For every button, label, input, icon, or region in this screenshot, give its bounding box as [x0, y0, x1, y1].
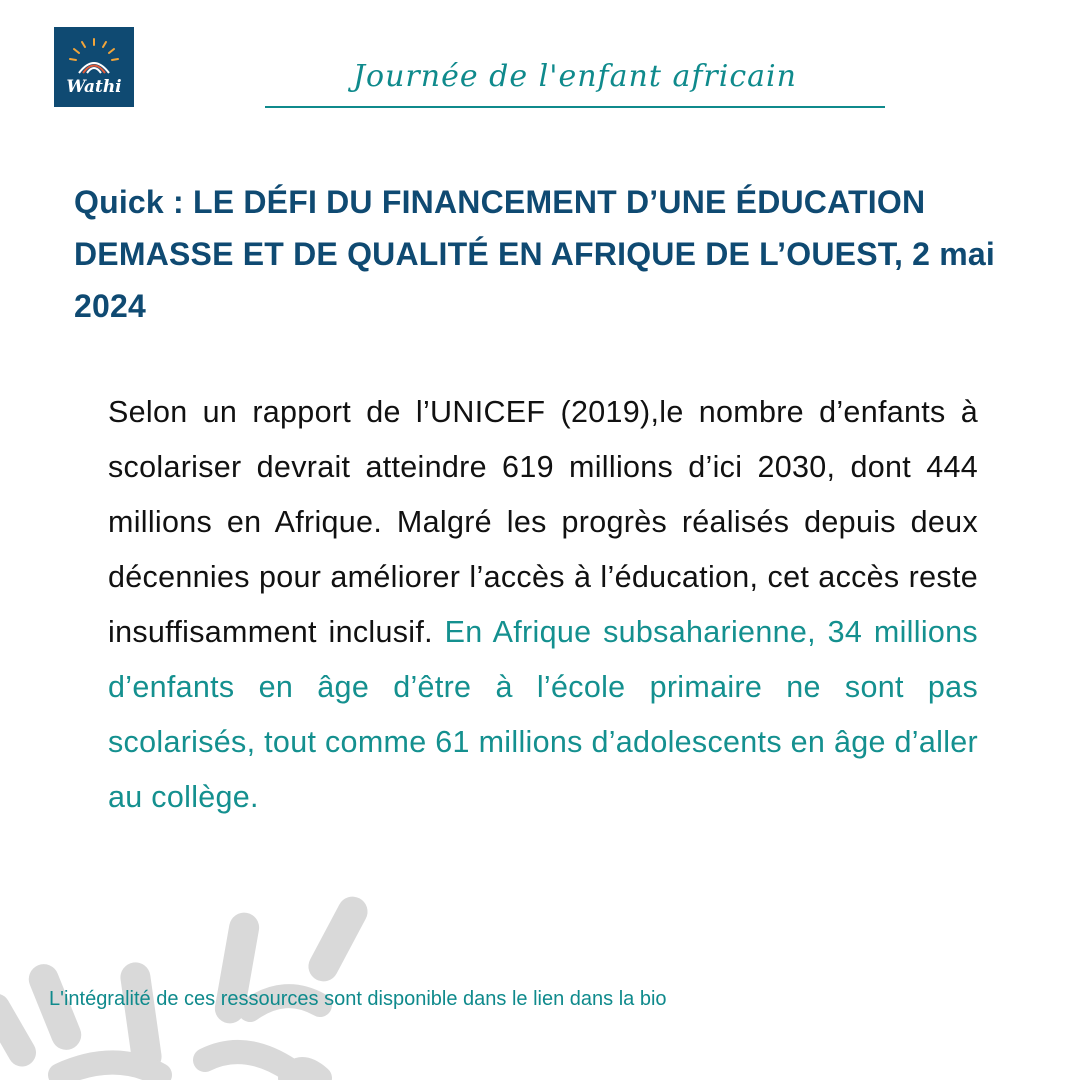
wathi-logo: [54, 27, 134, 107]
logo-text: Wathi: [66, 77, 122, 97]
header-title: Journée de l'enfant africain: [353, 59, 797, 94]
footer-note: L'intégralité de ces ressources sont disponible dans le lien dans la bio: [49, 988, 667, 1010]
document-title: Quick : LE DÉFI DU FINANCEMENT D’UNE ÉDUCATION DEMASSE ET DE QUALITÉ EN AFRIQUE DE L’OUEST, 2 mai 2024: [74, 184, 995, 324]
body-highlight: En Afrique subsaharienne, 34 millions d’enfants en âge d’être à l’école primaire ne sont pas scolarisés, tout comme 61 millions d’adolescents en âge d’aller au collège.: [108, 615, 978, 814]
header-divider: [265, 106, 885, 108]
body-paragraph: [108, 385, 978, 825]
body-intro: Selon un rapport de l’UNICEF (2019),le nombre d’enfants à scolariser devrait atteindre 619 millions d’ici 2030, dont 444 millions en Afrique. Malgré les progrès réalisés depuis deux décennies pour améliorer l’accès à l’éducation, cet accès reste insuffisamment inclusif.: [108, 395, 978, 649]
